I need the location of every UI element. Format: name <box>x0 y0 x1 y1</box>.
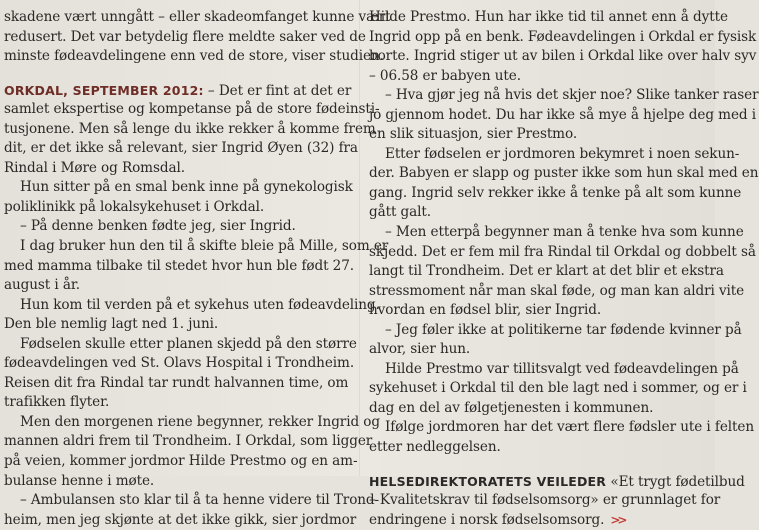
footer-lead: HELSEDIREKTORATETS VEILEDER <box>369 473 607 489</box>
body-line: på veien, kommer jordmor Hilde Prestmo og en am- <box>4 453 358 470</box>
body-line: Rindal i Møre og Romsdal. <box>4 159 185 176</box>
body-line: langt til Trondheim. Det er klart at det blir et ekstra <box>369 263 724 280</box>
body-line: sykehuset i Orkdal til den ble lagt ned i sommer, og er i <box>369 380 747 397</box>
body-line: dag en del av følgetjenesten i kommunen. <box>369 399 654 416</box>
right-column <box>369 8 759 530</box>
footer-line: endringene i norsk fødselsomsorg. <box>369 511 605 528</box>
body-line: – Det er fint at det er <box>203 82 352 99</box>
body-line: trafikken flyter. <box>4 394 110 411</box>
body-line: etter nedleggelsen. <box>369 439 501 456</box>
body-line: Etter fødselen er jordmoren bekymret i noen sekun- <box>385 145 740 162</box>
paragraph-gap <box>4 67 350 81</box>
body-line: Hilde Prestmo var tillitsvalgt ved fødeavdelingen på <box>385 360 739 377</box>
dateline: ORKDAL, SEPTEMBER 2012: <box>4 82 204 98</box>
footer-last-line <box>369 511 711 530</box>
body-line: I dag bruker hun den til å skifte bleie på Mille, som er <box>20 238 389 255</box>
body-line: bulanse henne i møte. <box>4 472 155 489</box>
body-line: Hun sitter på en smal benk inne på gynekologisk <box>20 179 353 196</box>
body-line: alvor, sier hun. <box>369 341 471 358</box>
body-line: gang. Ingrid selv rekker ikke å tenke på alt som kunne <box>369 184 742 201</box>
footer-line: – Kvalitetskrav til fødselsomsorg» er grunnlaget for <box>369 492 721 509</box>
body-line: borte. Ingrid stiger ut av bilen i Orkdal like over halv syv <box>369 48 757 65</box>
body-line: – Jeg føler ikke at politikerne tar fødende kvinner på <box>385 321 742 338</box>
body-line: august i år. <box>4 277 80 294</box>
intro-line: skadene vært unngått – eller skadeomfanget kunne vært <box>4 9 391 25</box>
body-line: – På denne benken fødte jeg, sier Ingrid. <box>20 218 296 235</box>
intro-line: minste fødeavdelingene enn ved de store, viser studien. <box>4 48 384 65</box>
body-line: gått galt. <box>369 204 431 221</box>
body-line: Den ble nemlig lagt ned 1. juni. <box>4 316 219 333</box>
body-line: dit, er det ikke så relevant, sier Ingrid Øyen (32) fra <box>4 140 358 157</box>
body-line: – 06.58 er babyen ute. <box>369 67 521 84</box>
body-line: fødeavdelingen ved St. Olavs Hospital i Trondheim. <box>4 355 355 372</box>
body-line: – Ambulansen sto klar til å ta henne videre til Trond- <box>20 492 380 509</box>
body-line: Hun kom til verden på et sykehus uten fødeavdeling. <box>20 296 380 313</box>
body-line: Reisen dit fra Rindal tar rundt halvannen time, om <box>4 374 349 391</box>
dateline-line <box>4 81 350 101</box>
footer-line: «Et trygt fødetilbud <box>606 473 745 490</box>
body-line: mannen aldri frem til Trondheim. I Orkdal, som ligger <box>4 433 373 450</box>
intro-line: redusert. Det var betydelig flere meldte saker ved de <box>4 28 366 45</box>
body-line: Ingrid opp på en benk. Fødeavdelingen i Orkdal er fysisk <box>369 28 757 45</box>
body-line: samlet ekspertise og kompetanse på de store fødeinsti- <box>4 101 380 118</box>
body-line: – Men etterpå begynner man å tenke hva som kunne <box>385 224 744 241</box>
paragraph-gap <box>369 458 711 472</box>
body-line: Fødselen skulle etter planen skjedd på den større <box>20 335 357 352</box>
body-line: skjedd. Det er fem mil fra Rindal til Orkdal og dobbelt så <box>369 243 756 260</box>
body-line: tusjonene. Men så lenge du ikke rekker å komme frem <box>4 120 376 137</box>
body-line: poliklinikk på lokalsykehuset i Orkdal. <box>4 198 265 215</box>
body-line: – Hva gjør jeg nå hvis det skjer noe? Slike tanker raser <box>385 87 759 104</box>
body-line: med mamma tilbake til stedet hvor hun ble født 27. <box>4 257 354 274</box>
body-line: Ifølge jordmoren har det vært flere fødsler ute i felten <box>385 419 754 436</box>
body-line: Hilde Prestmo. Hun har ikke tid til annet enn å dytte <box>369 9 728 25</box>
body-line: der. Babyen er slapp og puster ikke som hun skal med en <box>369 165 759 182</box>
end-arrow-icon: >> <box>610 512 625 527</box>
footer-lead-line <box>369 472 745 492</box>
body-line: stressmoment når man skal føde, og man kan aldri vite <box>369 282 745 299</box>
body-line: heim, men jeg skjønte at det ikke gikk, sier jordmor <box>4 511 357 528</box>
body-line: jo gjennom hodet. Du har ikke så mye å hjelpe deg med i <box>369 106 756 123</box>
body-line: hvordan en fødsel blir, sier Ingrid. <box>369 302 602 319</box>
body-line: en slik situasjon, sier Prestmo. <box>369 126 578 143</box>
left-column <box>4 8 391 530</box>
body-line: Men den morgenen riene begynner, rekker Ingrid og <box>20 413 380 430</box>
